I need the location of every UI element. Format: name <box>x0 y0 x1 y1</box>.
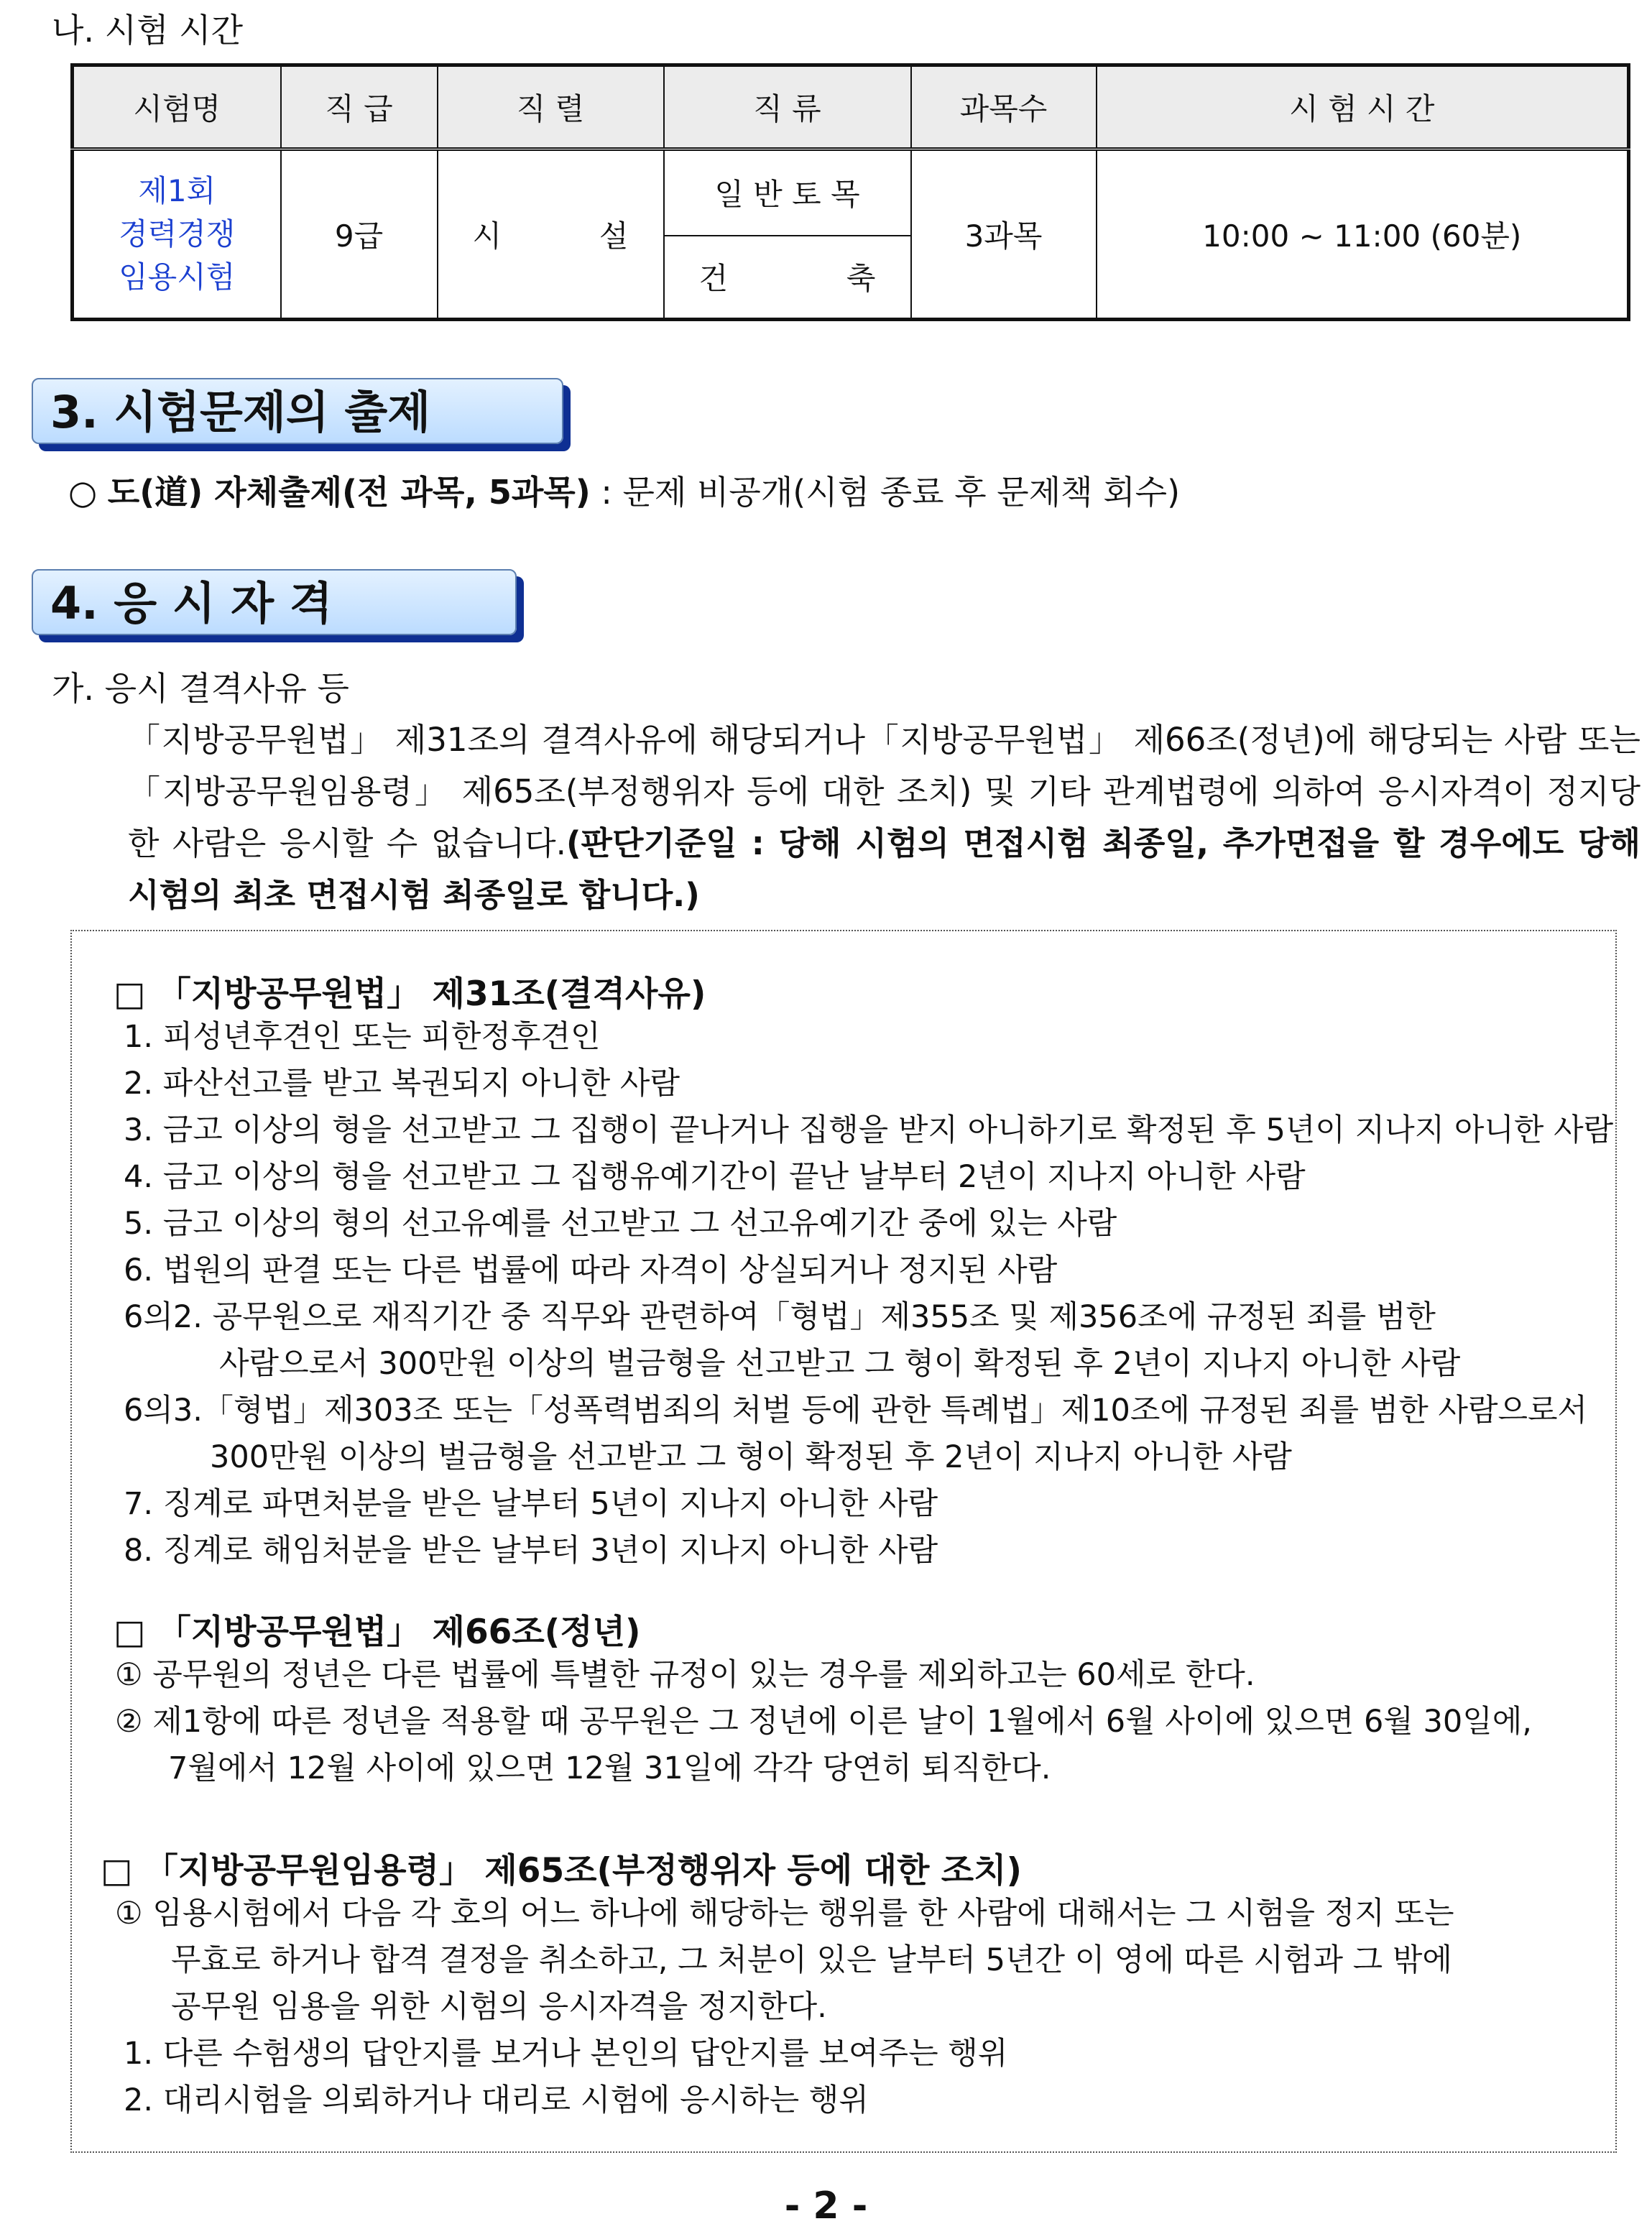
cell-class-arch: 건 축 <box>664 236 911 320</box>
header-series: 직 렬 <box>438 65 664 149</box>
law31-item: 사람으로서 300만원 이상의 벌금형을 선고받고 그 형이 확정된 후 2년이 지나지 아니한 사람 <box>219 1346 1461 1382</box>
cell-time: 10:00 ~ 11:00 (60분) <box>1097 149 1629 320</box>
cell-grade: 9급 <box>281 149 438 320</box>
law65-item: 무효로 하거나 합격 결정을 취소하고, 그 처분이 있은 날부터 5년간 이 영에 따른 시험과 그 밖에 <box>171 1942 1452 1978</box>
header-subjects: 과목수 <box>911 65 1097 149</box>
law65-item: 2. 대리시험을 의뢰하거나 대리로 시험에 응시하는 행위 <box>124 2082 869 2118</box>
header-time: 시 험 시 간 <box>1097 65 1629 149</box>
section4-sub-heading: 가. 응시 결격사유 등 <box>52 669 349 708</box>
law31-item: 1. 피성년후견인 또는 피한정후견인 <box>124 1019 601 1055</box>
header-class: 직 류 <box>664 65 911 149</box>
law31-item: 8. 징계로 해임처분을 받은 날부터 3년이 지나지 아니한 사람 <box>124 1533 938 1569</box>
section3-bold: 도(道) 자체출제(전 과목, 5과목) <box>107 473 591 512</box>
cell-exam-name: 제1회 경력경쟁 임용시험 <box>73 149 281 320</box>
header-grade: 직 급 <box>281 65 438 149</box>
eligibility-paragraph: 「지방공무원법」 제31조의 결격사유에 해당되거나「지방공무원법」 제66조(정년)에 해당되는 사람 또는「지방공무원임용령」 제65조(부정행위자 등에 대한 조치) 및 기타 관계법령에 의하여 응시자격이 정지당한 사람은 응시할 수 없습니다.(판단기준일 : 당해 시험의 면접시험 최종일, 추가면접을 할 경우에도 당해 시험의 최초 면접시험 최종일로 합니다.) <box>128 721 1641 914</box>
cell-series: 시 설 <box>438 149 664 320</box>
law65-title: □ 「지방공무원임용령」 제65조(부정행위자 등에 대한 조치) <box>101 1851 1023 1891</box>
bullet-circle-icon: ○ <box>68 473 98 512</box>
law66-item: ② 제1항에 따른 정년을 적용할 때 공무원은 그 정년에 이른 날이 1월에서 6월 사이에 있으면 6월 30일에, <box>115 1704 1532 1740</box>
law31-item: 300만원 이상의 벌금형을 선고받고 그 형이 확정된 후 2년이 지나지 아니한 사람 <box>210 1439 1292 1475</box>
law31-item: 6. 법원의 판결 또는 다른 법률에 따라 자격이 상실되거나 정지된 사람 <box>124 1252 1058 1288</box>
law31-item: 6의3.「형법」제303조 또는「성폭력범죄의 처벌 등에 관한 특례법」제10조에 규정된 죄를 범한 사람으로서 <box>124 1393 1588 1429</box>
law65-item: 공무원 임용을 위한 시험의 응시자격을 정지한다. <box>171 1989 827 2025</box>
page-number: - 2 - <box>784 2184 868 2228</box>
exam-time-heading: 나. 시험 시간 <box>52 11 244 50</box>
section3-rest: : 문제 비공개(시험 종료 후 문제책 회수) <box>590 473 1181 512</box>
law31-item: 3. 금고 이상의 형을 선고받고 그 집행이 끝나거나 집행을 받지 아니하기로 확정된 후 5년이 지나지 아니한 사람 <box>124 1112 1614 1148</box>
law31-item: 7. 징계로 파면처분을 받은 날부터 5년이 지나지 아니한 사람 <box>124 1486 938 1522</box>
exam-time-table <box>70 63 1630 321</box>
cell-subjects: 3과목 <box>911 149 1097 320</box>
law31-item: 4. 금고 이상의 형을 선고받고 그 집행유예기간이 끝난 날부터 2년이 지나지 아니한 사람 <box>124 1159 1306 1195</box>
law66-title: □ 「지방공무원법」 제66조(정년) <box>114 1612 641 1652</box>
header-exam-name: 시험명 <box>73 65 281 149</box>
cell-class-civil: 일 반 토 목 <box>664 149 911 236</box>
law65-item: 1. 다른 수험생의 답안지를 보거나 본인의 답안지를 보여주는 행위 <box>124 2036 1008 2072</box>
law31-title: □ 「지방공무원법」 제31조(결격사유) <box>114 974 706 1014</box>
law65-item: ① 임용시험에서 다음 각 호의 어느 하나에 해당하는 행위를 한 사람에 대해서는 그 시험을 정지 또는 <box>115 1896 1454 1932</box>
law66-item: ① 공무원의 정년은 다른 법률에 특별한 규정이 있는 경우를 제외하고는 60세로 한다. <box>115 1657 1255 1693</box>
law31-item: 5. 금고 이상의 형의 선고유예를 선고받고 그 선고유예기간 중에 있는 사람 <box>124 1206 1117 1242</box>
section3-banner: 3. 시험문제의 출제 <box>32 378 563 444</box>
law31-item: 2. 파산선고를 받고 복권되지 아니한 사람 <box>124 1066 680 1102</box>
section4-banner: 4. 응 시 자 격 <box>32 569 517 635</box>
law31-item: 6의2. 공무원으로 재직기간 중 직무와 관련하여「형법」제355조 및 제356조에 규정된 죄를 범한 <box>124 1299 1436 1335</box>
law66-item: 7월에서 12월 사이에 있으면 12월 31일에 각각 당연히 퇴직한다. <box>168 1750 1051 1786</box>
section3-line <box>68 473 1180 512</box>
